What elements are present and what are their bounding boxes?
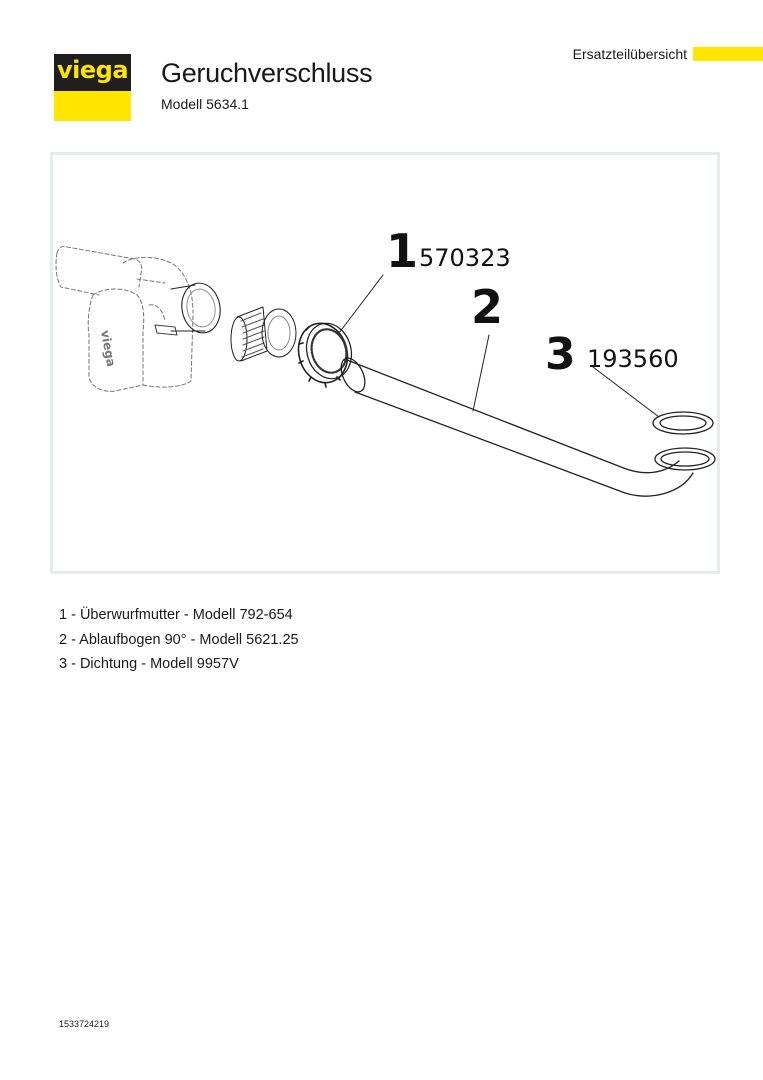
legend-item: 3 - Dichtung - Modell 9957V <box>59 656 239 672</box>
document-type-accent-bar <box>693 47 763 61</box>
part-2-drain-bend <box>336 354 715 496</box>
callout-article-1: 570323 <box>419 244 511 272</box>
exploded-view-figure <box>50 152 720 574</box>
part-1-union-nut <box>292 318 357 388</box>
callout-labels <box>386 224 679 380</box>
housing-brand-label: viega <box>98 329 119 368</box>
viega-logo <box>54 54 131 121</box>
page-title: Geruchverschluss <box>161 58 373 88</box>
logo-wordmark: viega <box>54 54 131 91</box>
document-number: 1533724219 <box>59 1019 110 1029</box>
callout-number-1: 1 <box>386 224 419 278</box>
parts-legend <box>59 605 299 679</box>
siphon-housing <box>56 246 193 391</box>
legend-item: 2 - Ablaufbogen 90° - Modell 5621.25 <box>59 631 299 648</box>
callout-number-3: 3 <box>545 329 576 380</box>
model-subtitle: Modell 5634.1 <box>161 96 249 112</box>
logo-yellow-block <box>54 91 131 121</box>
threaded-adapter <box>231 307 296 361</box>
leader-line-1 <box>339 275 383 333</box>
callout-article-3: 193560 <box>587 345 679 373</box>
callout-number-2: 2 <box>471 280 504 334</box>
exploded-view-drawing <box>53 155 717 571</box>
document-type: Ersatzteilübersicht <box>572 46 687 62</box>
part-3-gasket <box>653 412 713 434</box>
legend-item: 1 - Überwurfmutter - Modell 792-654 <box>59 607 293 623</box>
leader-line-2 <box>473 335 489 411</box>
leader-line-3 <box>593 367 659 417</box>
